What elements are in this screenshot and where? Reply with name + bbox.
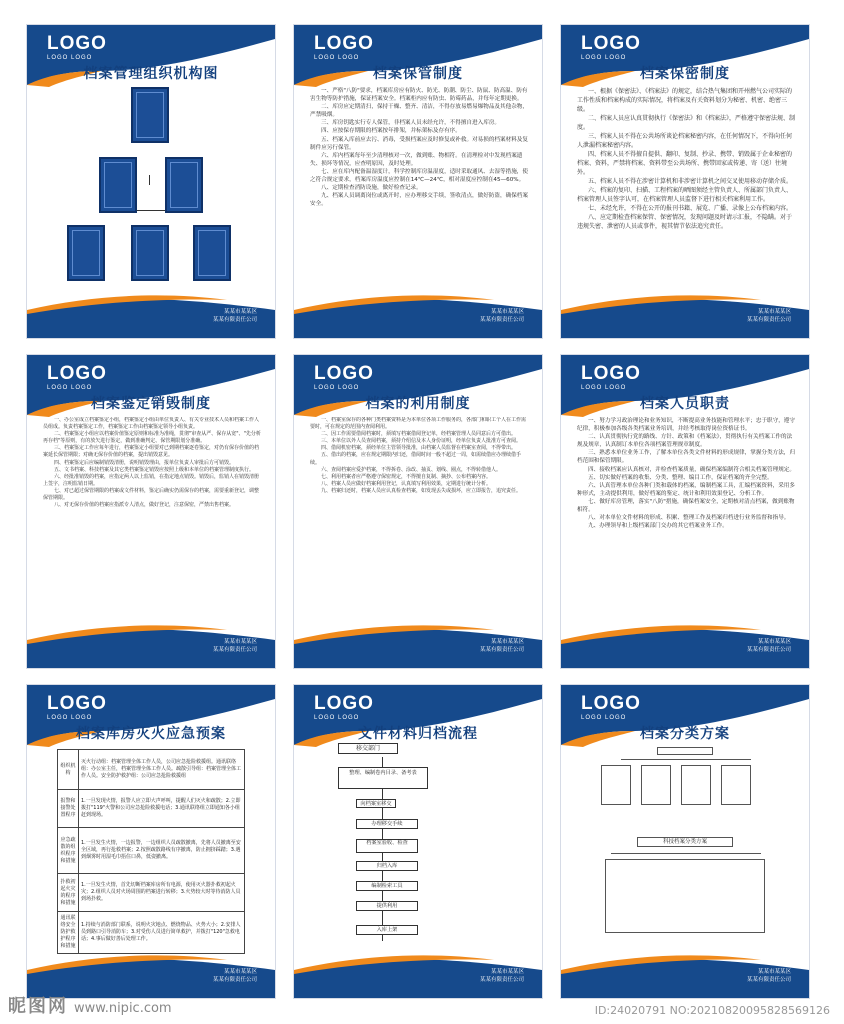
company-name: 某某市某某区 某某有限责任公司 <box>479 969 524 983</box>
org-box <box>165 157 203 213</box>
flow-step: 提供利用 <box>356 901 418 911</box>
logo-sub: LOGO LOGO <box>581 385 627 391</box>
board-title: 档案的利用制度 <box>365 396 471 412</box>
board-appraisal-destruction <box>27 355 275 668</box>
board-confidentiality-policy <box>561 25 809 338</box>
org-box <box>193 225 231 281</box>
board-staff-duties <box>561 355 809 668</box>
flow-step: 编制检索工具 <box>356 881 418 891</box>
flow-step: 归档入库 <box>356 861 418 871</box>
table-row: 通讯联络安全防护救护程序和措施 1.持续与消防部门联系，说明火灾地点、燃烧物品、火势大小；2.安排人员到路口引导消防车；3.对受伤人员进行简单救护，并拨打"120"急救电话；4.事后做好善后处理工作。 <box>58 912 245 954</box>
flow-step: 整理、编制卷内目录、备考表 <box>338 767 428 789</box>
logo-sub: LOGO LOGO <box>581 715 627 721</box>
logo-sub: LOGO LOGO <box>47 385 93 391</box>
logo: LOGO <box>47 363 107 384</box>
policy-text: 一、办公室成立档案鉴定小组，档案鉴定小组由单位负责人、有关专业技术人员和档案工作人员组成。负责档案鉴定工作，档案鉴定工作由档案鉴定领导小组负责。 二、档案鉴定小组应以档案价值鉴定原则和标准为准绳，贯彻"审查从严、保存从宽"、"先分析再存档"等原则，有的放矢进行鉴定，做到准确判定、保管期限划分准确。 三、档案鉴定工作应每年进行，档案鉴定小组要对已到期档案逐卷鉴定，对仍有保存价值的档案延长保管期限；对确无保存价值的档案，提出销毁意见。 四、档案鉴定后应编制销毁清册，说明销毁理由，报单位负责人审批后方可销毁。 五、文书档案、科技档案及其它类档案鉴定销毁应按照上级和本单位的档案管理制度执行。 六、经批准销毁的档案，应指定两人以上监销，在指定地点销毁。销毁后，监销人在销毁清册上签字，注明监销日期。 七、对已超过保管期限的档案或文件材料，鉴定后确实仍需保存的档案，需要重新登记，调整保管期限。 八、对无保存价值的档案应指派专人清点，做好登记，注意保密，严禁出售档案。 <box>43 417 261 509</box>
logo-sub: LOGO LOGO <box>47 715 93 721</box>
logo: LOGO <box>581 363 641 384</box>
company-name: 某某市某某区 某某有限责任公司 <box>746 969 791 983</box>
company-name: 某某市某某区 某某有限责任公司 <box>479 639 524 653</box>
board-title: 档案鉴定销毁制度 <box>91 396 211 412</box>
logo-sub: LOGO LOGO <box>314 55 360 61</box>
logo: LOGO <box>47 33 107 54</box>
tree-root <box>657 747 713 755</box>
company-name: 某某市某某区 某某有限责任公司 <box>212 309 257 323</box>
logo-sub: LOGO LOGO <box>314 385 360 391</box>
policy-text: 一、严格"八防"要求，档案库房应有防火、防光、防潮、防尘、防鼠、防高温、防有害生物等防护措施，保证档案安全。档案柜内应有防虫、防霉药品，并每年定期更换。 二、库房应定期清扫，保持干燥、整齐、清洁，不得存放易燃易爆物品及其他杂物，严禁吸烟。 三、库房钥匙实行专人保管，非档案人员未经允许，不得擅自进入库房。 四、应按保存期限的档案按年排架，并标架标及存有序。 五、档案入库前应去污、消毒，受损档案应及时修复或补救。对易损的档案材料及复制件应另行保管。 六、库内档案每年至少清理核对一次，做到账、物相符。在清理检对中发现档案遗失、损坏等情况，应查明原因，及时处理。 七、应在库内配备温湿度计，科学控制库房温湿度，适时采取通风、去湿等措施，使之符合规定要求，档案库房温度应控制在14℃—24℃，相对湿度应控制在45—60%。 八、定期检查消防设施，做好检查记录。 九、档案人员调离岗位或离开时，应办理移交手续，签收清点，做好防盗，确保档案安全。 <box>310 88 528 208</box>
company-name: 某某市某某区 某某有限责任公司 <box>746 639 791 653</box>
flow-step: 入库上架 <box>356 925 418 935</box>
company-name: 某某市某某区 某某有限责任公司 <box>212 639 257 653</box>
logo: LOGO <box>47 693 107 714</box>
flow-step: 档案室验收、检查 <box>356 839 418 853</box>
emergency-table <box>57 749 245 954</box>
flow-step: 移交部门 <box>338 743 398 754</box>
policy-text: 一、根据《保密法》、《档案法》的规定，结合热气集团和开州燃气公司实际的工作性质和档案构成的实际情况，将档案及有关资料划分为秘密、机密、绝密三级。 二、档案人员应认真贯彻执行《保密法》和《档案法》，严格遵守保密法规、制度。 三、档案人员不得在公共场所谈论档案秘密内容，在任何情况下，不得向任何人泄漏档案秘密内容。 四、档案人员不得擅自提供、翻印、复制、抄录、携带、销毁属于企业秘密的档案、资料，严禁将档案、资料带至公共场所、携带回家或传递、寄（送）往境外。 五、档案人员不得在涉密计算机和非涉密计算机之间交叉使用移动存储介质。 六、档案的复印、扫描、工程档案的晒图须经主管负责人、所属部门负责人、档案管理人员签字认可，在档案管理人员监督下进行相关档案利用工作。 七、未经允许，不得在公开的报刊书籍、展览、广播、录像上公布档案内容。 八、应定期检查档案保管、保密情况，发现问题及时请示汇报，不隐瞒。对于违规失密、泄密的人员或事件，视其情节依法追究责任。 <box>577 88 795 230</box>
logo-sub: LOGO LOGO <box>47 55 93 61</box>
table-row: 扑救初起火灾的程序和措施 1.一旦发生火情，首先切断档案库房所有电源，使用灭火器扑救初起火灾；2.组织人员对火场周围的档案进行转移；3.火势较大时等待消防人员到场扑救。 <box>58 874 245 912</box>
org-box <box>99 157 137 213</box>
watermark-id: ID:24020791 NO:20210820095828569126 <box>594 1004 830 1017</box>
logo: LOGO <box>314 363 374 384</box>
board-archiving-flow <box>294 685 542 998</box>
board-fire-plan <box>27 685 275 998</box>
company-name: 某某市某某区 某某有限责任公司 <box>746 309 791 323</box>
flow-step: 办理移交手续 <box>356 819 418 829</box>
board-title: 档案分类方案 <box>640 726 730 742</box>
board-org-chart <box>27 25 275 338</box>
watermark-url: www.nipic.com <box>74 1001 172 1016</box>
table-row: 应急疏散的组织程序和措施 1.一旦发生火情，一边报警，一边组织人员疏散撤离，先将人员撤离至安全区域，再行抢救档案；2.按照疏散路线有序撤离，防止拥挤踩踏；3.遇到烟雾时用湿毛巾捂住口鼻，低姿撤离。 <box>58 828 245 874</box>
company-name: 某某市某某区 某某有限责任公司 <box>479 309 524 323</box>
board-title: 档案保密制度 <box>640 66 730 82</box>
board-title: 文件材料归档流程 <box>358 726 478 742</box>
table-row: 组织机构 灭火行动组：档案管理全体工作人员，公司应急抢险救援组。通讯联络组：办公室主任，档案管理全体工作人员。疏散引导组：档案管理全体工作人员。安全防护救护组：公司应急抢险救援组 <box>58 750 245 790</box>
board-classification <box>561 685 809 998</box>
board-title: 档案管理组织机构图 <box>83 66 219 82</box>
logo: LOGO <box>314 33 374 54</box>
org-box <box>131 87 169 143</box>
policy-text: 一、档案室保存的各种门类档案资料是为本单位各项工作服务的，各部门和职工个人在工作需要时，可在规定的范围内查阅利用。 二、因工作需要借阅档案时，须填写档案借阅登记单，经档案管理人员同意后方可借出。 三、本单位以外人员查阅档案，须持介绍信及本人身份证明，经单位负责人批准方可查阅。 四、借阅机密档案，须经单位主管领导批准，由档案人员监督在档案室查阅，不得带出。 五、借出的档案，应在规定期限内归还，借阅时间一般不超过一周，如需续借应办理续借手续。 六、查阅档案应爱护档案，不得拆卷、涂改、抽页、划线、圈点，不得转借他人。 七、利用档案者应严格遵守保密规定，不得擅自复制、摘抄、公布档案内容。 八、档案人员应做好档案利用登记，认真填写利用效果，定期进行统计分析。 九、档案归还时，档案人员应认真检查档案，如发现丢失或损坏，应立即报告，追究责任。 <box>310 417 527 494</box>
board-utilization-policy <box>294 355 542 668</box>
logo: LOGO <box>314 693 374 714</box>
board-title: 档案人员职责 <box>640 396 730 412</box>
table-row: 报警和接警处置程序 1.一旦发现火情，报警人应立即大声呼叫，提醒人们灭火和疏散；2.立即拨打"119"火警和公司应急抢险救援电话；3.通讯联络组立即通知各小组赶到现场。 <box>58 790 245 828</box>
logo: LOGO <box>581 33 641 54</box>
company-name: 某某市某某区 某某有限责任公司 <box>212 969 257 983</box>
board-storage-policy <box>294 25 542 338</box>
org-box <box>131 225 169 281</box>
org-box <box>67 225 105 281</box>
board-title: 档案保管制度 <box>373 66 463 82</box>
sub-scheme-title: 科技档案分类方案 <box>637 837 733 847</box>
flow-step: 向档案室移交 <box>356 799 396 808</box>
logo-sub: LOGO LOGO <box>581 55 627 61</box>
logo: LOGO <box>581 693 641 714</box>
policy-text: 一、努力学习政治理论和业务知识，不断提高业务技能和管理水平；忠于职守，遵守纪律，积极参加各级各类档案业务培训，并经考核取得岗位资格证书。 二、认真贯彻执行党的路线、方针、政策和《档案法》，贯彻执行有关档案工作的法规及规章，认真制订本单位各项档案管理规章制度。 三、熟悉本单位业务工作，了解本单位各类文件材料的形成规律，掌握分类方法，归档范围和保管期限。 四、接收档案应认真核对，并检查档案质量，确保档案编制符合相关档案管理规定。 五、切实做好档案的收集、分类、整理、编目工作，保证档案的齐全完整。 六、认真管理本单位各种门类和载体的档案，编制档案工具，汇编档案资料，采用多种形式，主动提供利用，做好档案的鉴定、统计和利用效果登记、分析工作。 七、做好库房管理，落实"八防"措施，确保档案安全，定期核对清点档案，做到账物相符。 八、对本单位文件材料的形成、积累、整理工作及档案归档进行业务监督和指导。 九、办理领导和上级档案部门交办的其它档案业务工作。 <box>577 418 795 530</box>
watermark-logo: 昵图网 <box>8 996 68 1017</box>
logo-sub: LOGO LOGO <box>314 715 360 721</box>
board-title: 档案库房灭火应急预案 <box>76 726 226 742</box>
